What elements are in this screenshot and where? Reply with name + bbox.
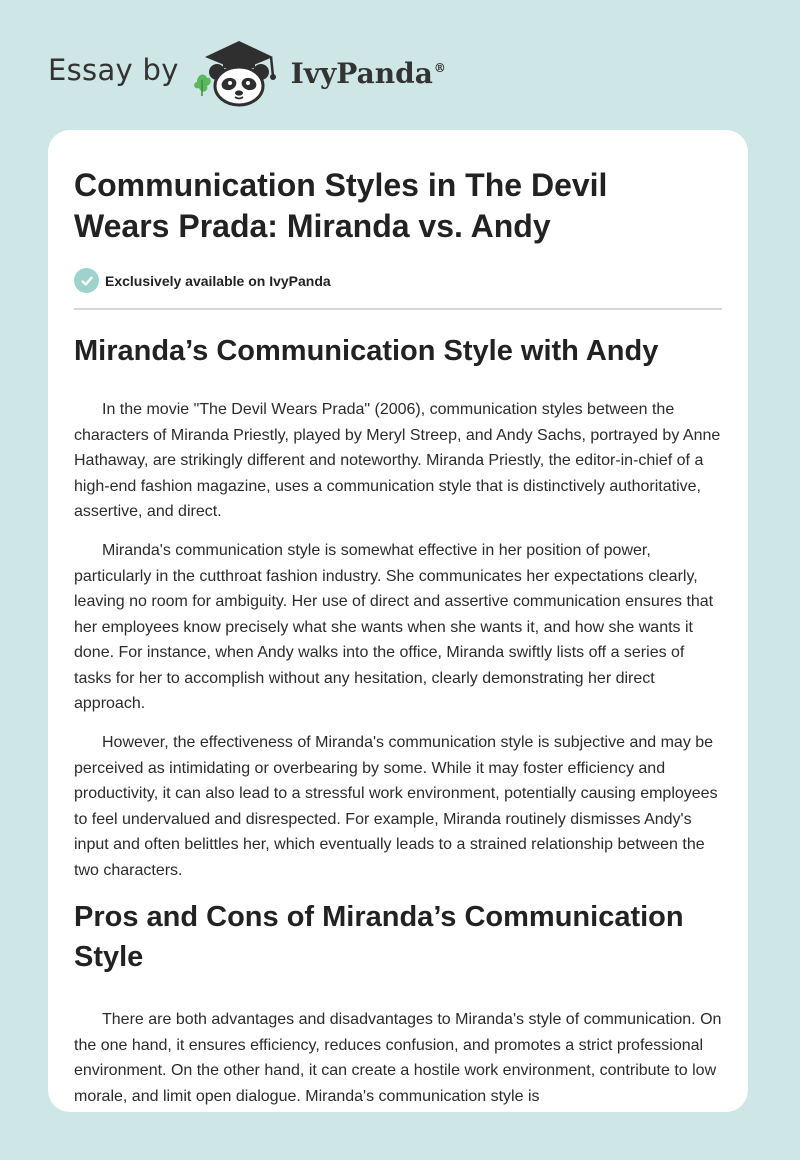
- exclusive-badge: [74, 268, 722, 293]
- divider: [74, 308, 722, 310]
- brand-name: [291, 57, 446, 90]
- section-heading: Pros and Cons of Miranda’s Communication Style: [74, 901, 684, 973]
- brand-name-text: IvyPanda: [290, 56, 433, 90]
- brand-header[interactable]: [48, 36, 446, 108]
- essay-card: [48, 130, 748, 1112]
- paragraph: However, the effectiveness of Miranda's communication style is subjective and may be perceived as intimidating or overbearing by some. While it may foster efficiency and productivity, it can also lead to a stressful work environment, potentially causing employees to feel undervalued and disrespected. For example, Miranda routinely dismisses Andy's input and often belittles her, which eventually leads to a strained relationship between the two characters.: [74, 734, 718, 879]
- brand-prefix: Essay by: [48, 53, 179, 87]
- paragraph: There are both advantages and disadvantages to Miranda's style of communication. On the one hand, it ensures efficiency, reduces confusion, and promotes a strict professional environment. On the other hand, it can create a hostile work environment, contribute to low morale, and limit open dialogue. Miranda's communication style is: [74, 1011, 722, 1105]
- paragraph: In the movie "The Devil Wears Prada" (2006), communication styles between the characters of Miranda Priestly, played by Meryl Streep, and Andy Sachs, portrayed by Anne Hathaway, are strikingly different and noteworthy. Miranda Priestly, the editor-in-chief of a high-end fashion magazine, uses a communication style that is distinctively authoritative, assertive, and direct.: [74, 401, 721, 520]
- section-heading: Miranda’s Communication Style with Andy: [74, 335, 659, 367]
- registered-mark: ®: [433, 61, 446, 76]
- page-title: Communication Styles in The Devil Wears Prada: Miranda vs. Andy: [74, 167, 608, 244]
- check-mark-icon: [80, 274, 94, 288]
- check-circle-icon: [74, 268, 99, 293]
- paragraph: Miranda's communication style is somewhat effective in her position of power, particularly in the cutthroat fashion industry. She communicates her expectations clearly, leaving no room for ambiguity. Her use of direct and assertive communication ensures that her employees know precisely what she wants when she wants it, and how she wants it done. For instance, when Andy walks into the office, Miranda swiftly lists off a series of tasks for her to accomplish without any hesitation, clearly demonstrating her direct approach.: [74, 542, 714, 712]
- panda-graduate-logo-icon: [193, 36, 285, 108]
- badge-text: Exclusively available on IvyPanda: [105, 272, 331, 289]
